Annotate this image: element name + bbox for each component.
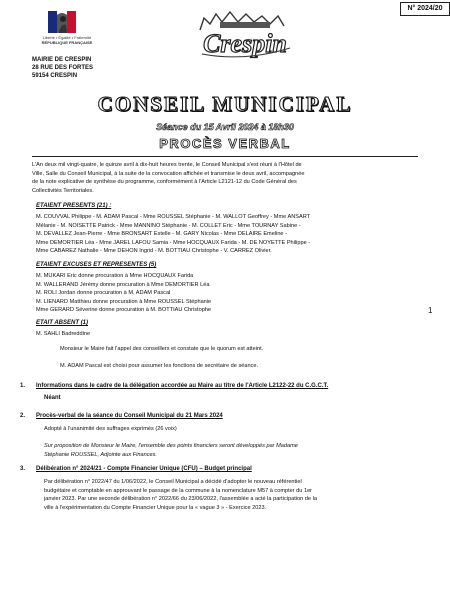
crespin-town-logo: [190, 8, 300, 60]
paragraph-line: budgétaire et comptable en approuvant le passage de la commune à la nomenclature M57 à compter du 1er: [44, 487, 313, 494]
mairie-street: 28 RUE DES FORTES: [32, 65, 94, 71]
mairie-name: MAIRIE DE CRESPIN: [32, 57, 92, 63]
section-number: 3.: [20, 466, 26, 472]
absent-heading: ETAIT ABSENT (1): [36, 320, 88, 326]
intro-line: Collectivités Territoriales.: [32, 187, 94, 194]
republic-name: RÉPUBLIQUE FRANÇAISE: [41, 40, 93, 45]
note-line: Stéphanie ROUSSEL, Adjointe aux Finances.: [44, 451, 157, 458]
republic-caption: [32, 35, 102, 45]
excused-line: M. MUKARI Eric donne procuration à Mme HOCQUAUX Farida: [36, 273, 194, 279]
secretary-line: M. ADAM Pascal est choisi pour assumer les fonctions de secrétaire de séance.: [60, 363, 259, 369]
note-line: Sur proposition de Monsieur le Maire, l'ensemble des points financiers seront développés par Madame: [44, 443, 298, 449]
section-1-title: [20, 383, 328, 389]
present-list: [36, 213, 418, 256]
excused-heading: ETAIENT EXCUSES ET REPRESENTES (5): [36, 262, 157, 268]
excused-line: Mme GERARD Séverine donne procuration à M. BOTTIAU Christophe: [36, 307, 212, 313]
present-heading: ETAIENT PRESENTS (21) :: [36, 203, 112, 209]
present-line: M. DEVALLEZ Jean-Pierre - Mme BRONSART Estelle - M. GARY Nicolas - Mme DELAIRE Emeline -: [36, 231, 287, 237]
mairie-address: [32, 56, 93, 80]
intro-line: L'An deux mil vingt-quatre, le quinze avril à dix-huit heures trente, le Conseil Municipal s'est réuni à l'Hôtel de: [32, 162, 302, 168]
intro-paragraph: [32, 161, 418, 195]
section-2-vote: Adopté à l'unanimité des suffrages exprimés (26 voix): [44, 426, 177, 432]
mairie-city: 59154 CRESPIN: [32, 73, 78, 79]
section-2-title: [20, 413, 223, 419]
header-divider: [32, 156, 418, 157]
paragraph-line: janvier 2023. Par une seconde délibération n° 2022/66 du 23/06/2022, l'assemblée a acté la participation de la: [44, 496, 317, 502]
paragraph-line: Par délibération n° 2022/47 du 1/06/2022, le Conseil Municipal a décidé d'adopter le nouveau référentiel: [44, 479, 302, 485]
section-heading: Procès-verbal de la séance du Conseil Municipal du 21 Mars 2024: [36, 413, 223, 419]
excused-line: M. LIENARD Matthieu donne procuration à Mme ROUSSEL Stéphanie: [36, 298, 212, 305]
section-1-text: Néant: [44, 395, 61, 401]
reference-number: N° 2024/20: [400, 2, 450, 16]
section-3-text: [44, 478, 418, 512]
absent-list: [36, 330, 418, 339]
section-number: 1.: [20, 383, 26, 389]
present-line: Mme CABAREZ Nathalie - Mme DEHON Ingrid - M. BOTTIAU Christophe - V. CARREZ Olivier.: [36, 248, 272, 254]
section-3-title: [20, 466, 252, 472]
excused-line: M. ROLI Jordan donne procuration à M. ADAM Pascal: [36, 290, 171, 296]
marianne-logo-icon: [48, 11, 76, 33]
document-title: CONSEIL MUNICIPAL: [97, 92, 353, 116]
excused-list: [36, 272, 418, 315]
paragraph-line: ville à l'expérimentation du Compte Financier Unique pour la « vague 3 » - Exercice 2023.: [44, 504, 267, 511]
republic-motto: Liberté • Égalité • Fraternité: [42, 35, 92, 40]
absent-line: M. SAHLI Badreddine: [36, 331, 91, 337]
present-line: M. COUVVAL Philippe - M. ADAM Pascal - Mme ROUSSEL Stéphanie - M. WALLOT Geoffrey - Mme ANSART: [36, 214, 311, 220]
document-subtitle: PROCÈS VERBAL: [159, 136, 291, 151]
present-line: Mme DEMORTIER Léa - Mme JAREL LAFOU Samia - Mme HOCQUAUX Farida - M. DE NOYETTE Philippe -: [36, 239, 311, 246]
appel-line: Monsieur le Maire fait l'appel des conseillers et constate que le quorum est atteint.: [60, 346, 264, 352]
margin-mark: 1: [428, 306, 433, 315]
section-heading: Informations dans le cadre de la délégation accordée au Maire au titre de l'Article L2122-22 du C.G.C.T.: [36, 383, 329, 389]
intro-line: Ville, Salle du Conseil Municipal, à la suite de la convocation affichée et transmise le deux avril, accompagnée: [32, 170, 305, 177]
present-line: Mélanie - M. NOISETTE Patrick - Mme MANNINO Stéphanie - M. COLLET Eric - Mme TOURNAY Sabine -: [36, 222, 301, 229]
intro-line: de la note explicative de synthèse du programme, conformément à l'Article L2121-12 du Code Général des: [32, 179, 297, 185]
session-date: Séance du 15 Avril 2024 à 18h30: [156, 122, 294, 132]
section-2-note: [44, 442, 414, 459]
section-number: 2.: [20, 413, 26, 419]
logo-wordmark: Crespin: [203, 29, 287, 58]
section-heading: Délibération n° 2024/21 - Compte Financier Unique (CFU) – Budget principal: [36, 466, 252, 472]
excused-line: M. WALLERAND Jérémy donne procuration à Mme DEMORTIER Léa: [36, 281, 210, 288]
